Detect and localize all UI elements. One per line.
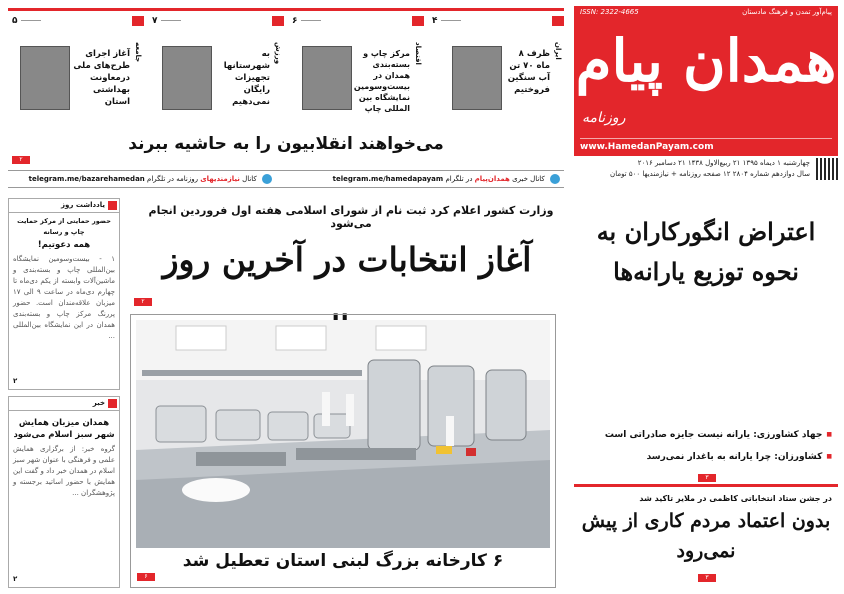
telegram-news-channel[interactable]: کانال خبری همدان‌پیام در تلگرام telegram.me/hamedapayam bbox=[333, 171, 560, 187]
telegram-news-url[interactable]: telegram.me/hamedapayam bbox=[332, 175, 444, 183]
editorial-body: ۱ - بیست‌وسومین نمایشگاه بین‌المللی چاپ و بسته‌بندی و ماشین‌آلات وابسته از یکم دی‌ماه تا چهارم دی‌ماه در ساعت ۹ الی ۱۷ میزبان علاقه‌مندان است. حضور پررنگ مرکز چاپ و بسته‌بندی همدان در این نمایشگاه بین‌المللی ... bbox=[13, 255, 115, 340]
teaser-3[interactable] bbox=[152, 16, 284, 120]
teaser-section: ایران bbox=[554, 42, 562, 60]
logo-subtitle: روزنامه bbox=[582, 110, 626, 126]
lead-headline[interactable]: آغاز انتخابات در آخرین روز bbox=[162, 240, 532, 279]
lead-kicker: وزارت کشور اعلام کرد ثبت نام از شورای اسلامی هفته اول فروردین انجام می‌شود bbox=[148, 204, 554, 230]
top-headline[interactable]: می‌خواهند انقلابیون را به حاشیه ببرند bbox=[128, 134, 444, 154]
dateline-dates: چهارشنبه ۱ دیماه ۱۳۹۵ ۲۱ ربیع‌الاول ۱۴۳۸ ۲۱ دسامبر ۲۰۱۶ bbox=[637, 159, 810, 167]
arrow-icon bbox=[272, 16, 284, 26]
headline-grape-farmers[interactable]: اعتراض انگورکاران به نحوه توزیع یارانه‌ها bbox=[596, 217, 816, 286]
telegram-ads-url[interactable]: telegram.me/bazarehamedan bbox=[28, 175, 145, 183]
top-headline-page: ۲ bbox=[12, 156, 30, 164]
right-col-divider bbox=[574, 484, 838, 487]
news-label: خبر bbox=[92, 399, 105, 407]
telegram-icon bbox=[262, 174, 272, 184]
arrow-icon bbox=[552, 16, 564, 26]
headline-b-page: ۳ bbox=[698, 574, 716, 582]
teaser-text: آغاز اجرای طرح‌های ملی درمعاونت بهداشتی استان bbox=[73, 49, 130, 107]
dateline bbox=[574, 158, 838, 182]
lead-photo-box bbox=[130, 314, 556, 588]
teaser-section: اقتصاد bbox=[414, 42, 422, 65]
headline-a-page: ۳ bbox=[698, 474, 716, 482]
caption-page: ۶ bbox=[137, 573, 155, 581]
editorial-title[interactable]: همه دعوتیم! bbox=[37, 240, 91, 250]
telegram-icon bbox=[550, 174, 560, 184]
arrow-icon bbox=[108, 201, 117, 210]
dairy-factory-photo bbox=[136, 320, 550, 548]
arrow-icon bbox=[132, 16, 144, 26]
telegram-strip bbox=[8, 170, 564, 188]
photo-caption[interactable]: ۶ کارخانه بزرگ لبنی استان تعطیل شد bbox=[182, 551, 504, 571]
masthead-rule bbox=[580, 138, 832, 139]
teaser-photo bbox=[20, 46, 70, 110]
editorial-header bbox=[9, 199, 119, 213]
teaser-page: ۵ bbox=[12, 16, 41, 26]
teaser-text: مرکز چاپ و بسته‌بندی همدان در بیست‌وسومین نمایشگاه بین المللی چاپ bbox=[353, 49, 410, 113]
factory-illustration bbox=[136, 320, 550, 548]
lead-page: ۲ bbox=[134, 298, 152, 306]
teaser-page: ۷ bbox=[152, 16, 181, 26]
newspaper-logo: همدان پیام bbox=[575, 27, 837, 95]
teaser-section: جامعه bbox=[134, 42, 142, 63]
teaser-page: ۶ bbox=[292, 16, 321, 26]
kicker-b: در جشن ستاد انتخاباتی کاظمی در ملایر تاکید شد bbox=[639, 494, 832, 503]
teaser-text: ظرف ۸ ماه ۷۰ تن آب سنگین فروختیم bbox=[507, 49, 550, 95]
teaser-text: به شهرستانها تجهیزات رایگان نمی‌دهیم bbox=[223, 49, 270, 107]
dateline-issue: سال دوازدهم شماره ۲۸۰۴ ۱۲ صفحه روزنامه + نیازمندیها ۵۰۰ تومان bbox=[610, 170, 810, 178]
teaser-photo bbox=[302, 46, 352, 110]
masthead-tagline: پیام‌آور تمدن و فرهنگ ماد‌ستان bbox=[742, 8, 832, 16]
bullet-1: ■ جهاد کشاورزی: یارانه نیست جایزه صادراتی است bbox=[605, 430, 832, 440]
editorial-kicker: حضور حمایتی از مرکز حمایت چاپ و رسانه bbox=[17, 217, 111, 236]
news-title[interactable]: همدان میزبان همایش شهر سبز اسلام می‌شود bbox=[13, 418, 115, 440]
issn: ISSN: 2322-4665 bbox=[580, 8, 639, 16]
masthead bbox=[574, 6, 838, 156]
editorial-box bbox=[8, 198, 120, 390]
teaser-photo bbox=[162, 46, 212, 110]
teaser-2[interactable] bbox=[292, 16, 424, 120]
editorial-page: ۲ bbox=[13, 377, 18, 385]
news-page: ۲ bbox=[13, 575, 18, 583]
editorial-label: یادداشت روز bbox=[61, 201, 105, 209]
qr-code-icon bbox=[816, 158, 838, 180]
teaser-section: ورزش bbox=[274, 42, 282, 65]
top-red-rule bbox=[8, 8, 564, 11]
arrow-icon bbox=[412, 16, 424, 26]
teaser-1[interactable] bbox=[432, 16, 564, 120]
news-body: گروه خبر: از برگزاری همایش علمی و فرهنگی با عنوان شهر سبز اسلام در همدان خبر داد و گفت این همایش با حضور اساتید برجسته و پژوهشگران ... bbox=[13, 445, 115, 497]
headline-trust[interactable]: بدون اعتماد مردم کاری از پیش نمی‌رود bbox=[581, 510, 831, 562]
teaser-page: ۴ bbox=[432, 16, 461, 26]
teaser-4[interactable] bbox=[12, 16, 144, 120]
website[interactable]: www.HamedanPayam.com bbox=[580, 142, 714, 152]
right-column bbox=[574, 198, 838, 588]
telegram-ads-channel[interactable]: کانال نیازمندیهای روزنامه در تلگرام telegram.me/bazarehamedan bbox=[29, 171, 272, 187]
teaser-photo bbox=[452, 46, 502, 110]
bullet-2: ■ کشاورزان: چرا یارانه به باغدار نمی‌رسد bbox=[647, 452, 832, 462]
arrow-icon bbox=[108, 399, 117, 408]
news-box bbox=[8, 396, 120, 588]
news-header bbox=[9, 397, 119, 411]
